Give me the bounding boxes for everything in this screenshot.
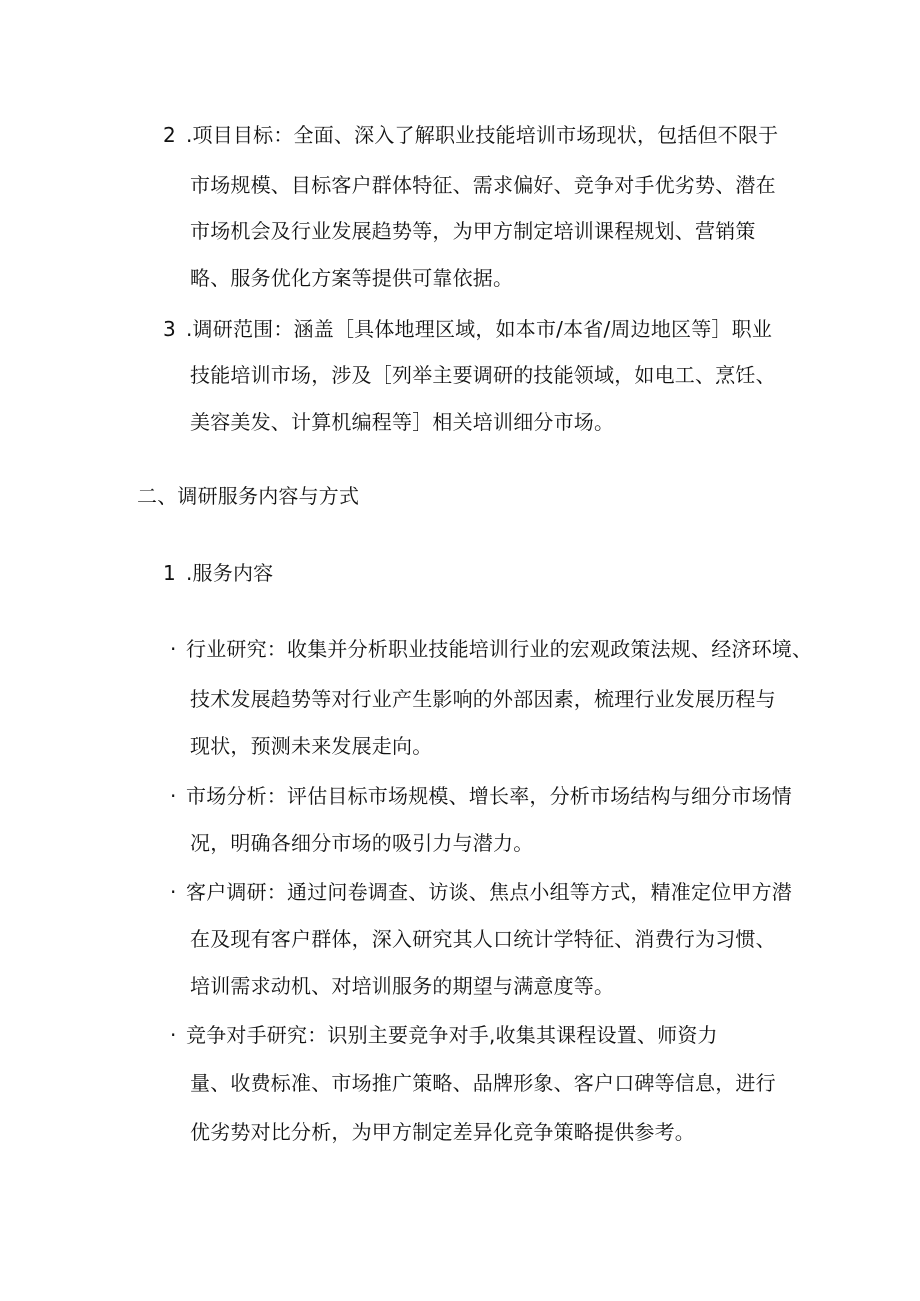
section-heading: 二、调研服务内容与方式 [137,484,360,508]
item-2-number: 2 [163,123,176,147]
bullet-1-line-2: 技术发展趋势等对行业产生影响的外部因素，梳理行业发展历程与 [190,687,776,711]
bullet-2-line-2: 况，明确各细分市场的吸引力与潜力。 [190,831,534,855]
bullet-3-line-1: 客户调研：通过问卷调查、访谈、焦点小组等方式，精准定位甲方潜 [186,880,792,904]
bullet-3-line-3: 培训需求动机、对培训服务的期望与满意度等。 [190,974,615,998]
bullet-2-symbol: · [170,784,177,808]
bullet-1-line-3: 现状，预测未来发展走向。 [190,734,433,758]
bullet-3-line-2: 在及现有客户群体，深入研究其人口统计学特征、消费行为习惯、 [190,927,776,951]
service-number: 1 [163,561,176,585]
bullet-3-symbol: · [170,880,177,904]
bullet-1-symbol: · [170,637,177,661]
item-3-line-3: 美容美发、计算机编程等］相关培训细分市场。 [190,410,615,434]
item-3-line-1: .调研范围：涵盖［具体地理区域，如本市/本省/周边地区等］职业 [186,317,773,341]
item-3-number: 3 [163,317,176,341]
service-title: .服务内容 [186,561,274,585]
bullet-4-symbol: · [170,1023,177,1047]
bullet-4-line-2: 量、收费标准、市场推广策略、品牌形象、客户口碑等信息，进行 [190,1071,776,1095]
item-2-line-1: .项目目标：全面、深入了解职业技能培训市场现状，包括但不限于 [186,123,779,147]
bullet-4-line-1: 竞争对手研究：识别主要竞争对手,收集其课程设置、师资力 [186,1023,718,1047]
bullet-4-line-3: 优劣势对比分析，为甲方制定差异化竞争策略提供参考。 [190,1120,695,1144]
item-2-line-4: 略、服务优化方案等提供可靠依据。 [190,266,514,290]
bullet-2-line-1: 市场分析：评估目标市场规模、增长率，分析市场结构与细分市场情 [186,784,792,808]
item-2-line-2: 市场规模、目标客户群体特征、需求偏好、竞争对手优劣势、潜在 [190,173,776,197]
item-2-line-3: 市场机会及行业发展趋势等，为甲方制定培训课程规划、营销策 [190,219,756,243]
item-3-line-2: 技能培训市场，涉及［列举主要调研的技能领域，如电工、烹饪、 [190,363,776,387]
bullet-1-line-1: 行业研究：收集并分析职业技能培训行业的宏观政策法规、经济环境、 [186,637,813,661]
